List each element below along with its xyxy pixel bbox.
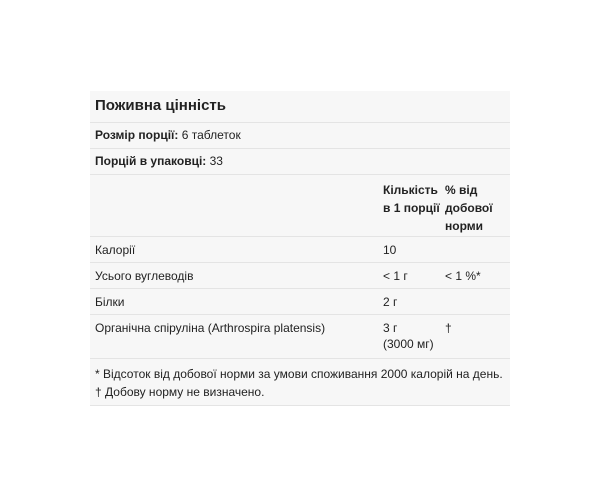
table-row (90, 289, 510, 315)
table-row (90, 263, 510, 289)
footnote-daily-value: * Відсоток від добової норми за умови споживання 2000 калорій на день. (95, 367, 503, 381)
servings-per-container-value: 33 (206, 154, 223, 168)
nutrition-facts-table (90, 91, 510, 406)
nutrient-amount: 2 г (383, 295, 398, 309)
serving-size-value: 6 таблеток (178, 128, 241, 142)
nutrient-name: Калорії (95, 243, 136, 257)
serving-size-label: Розмір порції: (95, 128, 179, 142)
header-dv-line2: добової (445, 201, 493, 215)
nutrient-dv: < 1 %* (445, 269, 481, 283)
nutrient-dv (445, 294, 510, 314)
table-title: Поживна цінність (90, 91, 510, 123)
nutrient-dv: † (445, 321, 452, 335)
footnotes (90, 359, 510, 406)
header-dv-cell (445, 181, 510, 236)
header-amount-line1: Кількість (383, 183, 438, 197)
table-row (90, 315, 510, 359)
serving-size-row (90, 123, 510, 149)
nutrient-amount-secondary: (3000 мг) (383, 337, 434, 351)
nutrient-amount: 3 г (383, 321, 398, 335)
header-dv-line3: норми (445, 219, 484, 233)
nutrient-amount: < 1 г (383, 269, 408, 283)
servings-per-container-label: Порцій в упаковці: (95, 154, 207, 168)
nutrient-name: Усього вуглеводів (95, 269, 194, 283)
nutrient-amount-cell (383, 320, 445, 358)
nutrient-amount: 10 (383, 243, 397, 257)
nutrient-dv (445, 242, 510, 262)
footnote-not-established: † Добову норму не визначено. (95, 385, 265, 399)
nutrient-name: Органічна спіруліна (Arthrospira platensis) (95, 321, 326, 335)
header-amount-line2: в 1 порції (383, 201, 440, 215)
nutrient-name: Білки (95, 295, 125, 309)
header-amount-cell (383, 181, 445, 236)
servings-per-container-row (90, 149, 510, 175)
header-dv-line1: % від (445, 183, 478, 197)
column-header-row (90, 175, 510, 237)
header-name-cell (90, 181, 383, 236)
table-row (90, 237, 510, 263)
